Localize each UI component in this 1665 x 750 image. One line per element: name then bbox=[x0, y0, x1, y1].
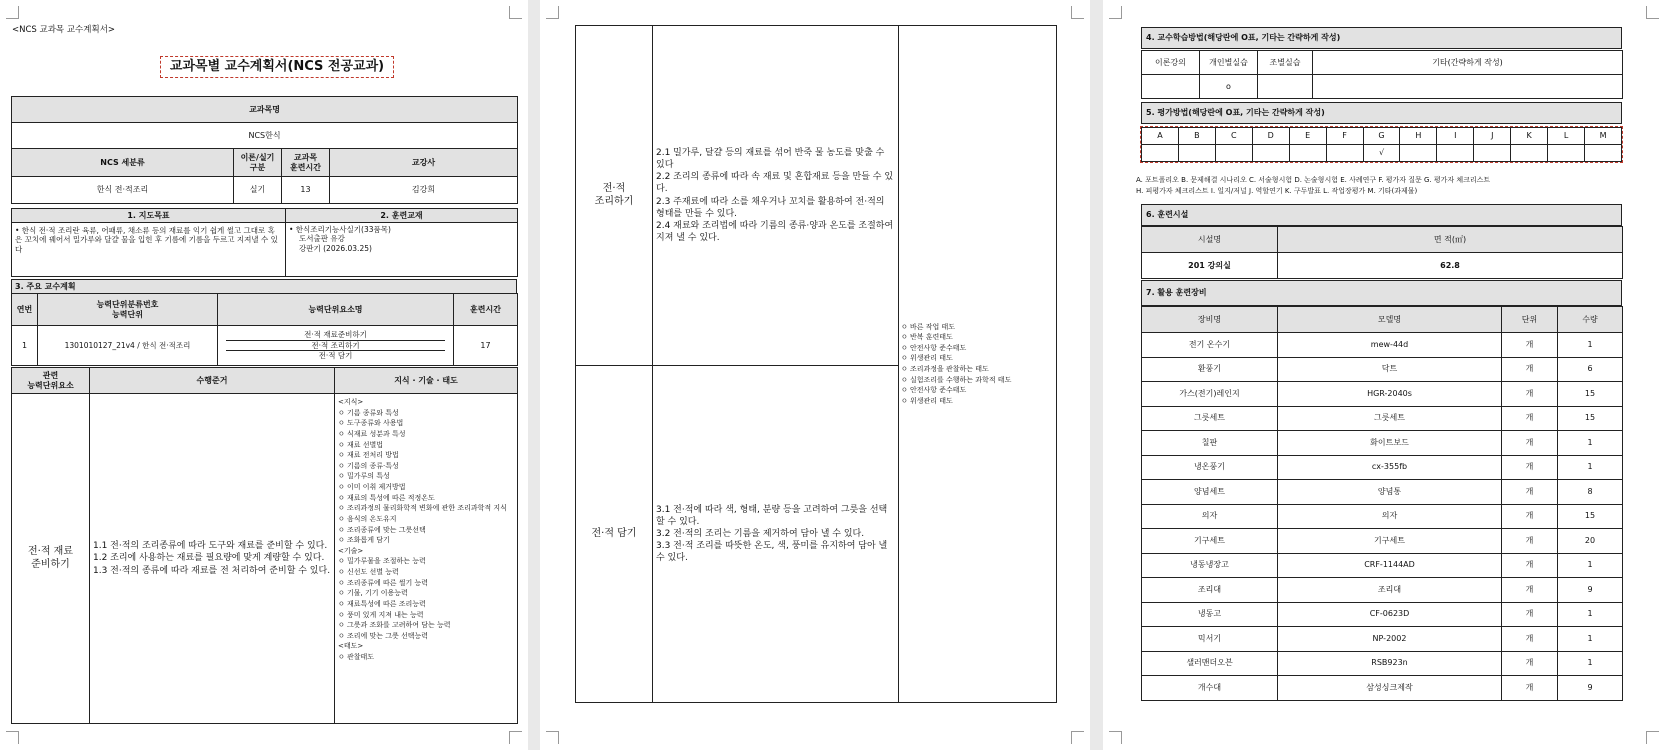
equipment-qty: 1 bbox=[1558, 431, 1623, 456]
eval-value bbox=[1437, 145, 1474, 162]
equipment-unit: 개 bbox=[1502, 406, 1558, 431]
evaluation-legend bbox=[1136, 175, 1631, 197]
equipment-qty: 1 bbox=[1558, 553, 1623, 578]
plan-unit-header: 능력단위분류번호 능력단위 bbox=[38, 294, 218, 326]
theory-practice-label: 이론/실기 구분 bbox=[234, 149, 282, 177]
equipment-name: 냉온풍기 bbox=[1142, 455, 1278, 480]
equipment-unit: 개 bbox=[1502, 333, 1558, 358]
ksa-line: ㅇ 조리에 맞는 그릇 선택능력 bbox=[338, 631, 429, 640]
attitude-line: ㅇ 안전사항 준수태도 bbox=[901, 343, 967, 352]
section-goal-title: 1. 지도목표 bbox=[12, 209, 286, 223]
equipment-row bbox=[1142, 529, 1623, 554]
equipment-name: 가스(전기)레인지 bbox=[1142, 382, 1278, 407]
teaching-method-table bbox=[1141, 50, 1623, 99]
ksa-line: ㅇ 풍미 있게 지져 내는 능력 bbox=[338, 610, 424, 619]
crop-mark bbox=[1646, 731, 1659, 744]
equipment-unit: 개 bbox=[1502, 480, 1558, 505]
equipment-model: mew-44d bbox=[1278, 333, 1502, 358]
equipment-unit: 개 bbox=[1502, 455, 1558, 480]
eval-value bbox=[1548, 145, 1585, 162]
theory-practice-value: 실기 bbox=[234, 177, 282, 204]
attitude-line: ㅇ 반복 훈련태도 bbox=[901, 333, 953, 342]
crop-mark bbox=[509, 6, 522, 19]
document-page-1 bbox=[0, 0, 528, 750]
criteria-line: 2.1 밀가루, 달걀 등의 재료를 섞어 반죽 물 농도를 맞출 수 있다 bbox=[656, 147, 885, 171]
crop-mark bbox=[1109, 731, 1122, 744]
equipment-qty: 1 bbox=[1558, 455, 1623, 480]
equipment-name: 샐러맨더오븐 bbox=[1142, 651, 1278, 676]
plan-element: 전·적 재료준비하기 bbox=[226, 330, 445, 340]
equipment-row bbox=[1142, 455, 1623, 480]
document-page-3 bbox=[1103, 0, 1665, 750]
goal-text: • 한식 전·적 조리란 육류, 어패류, 채소류 등의 재료를 익기 쉽게 썰고 그대로 혹은 꼬치에 꿰어서 밀가루와 달걀 물을 입힌 후 기름에 기름을 두르고 지져낼 수 있다 bbox=[12, 223, 286, 277]
equipment-row bbox=[1142, 676, 1623, 701]
detail-table bbox=[11, 367, 518, 724]
crop-mark bbox=[1071, 731, 1084, 744]
eval-value bbox=[1400, 145, 1437, 162]
ksa-line: ㅇ 밀가루물을 조절하는 능력 bbox=[338, 557, 426, 566]
eval-header: C bbox=[1215, 128, 1252, 145]
equipment-row bbox=[1142, 651, 1623, 676]
attitude-line: ㅇ 위생관리 태도 bbox=[901, 396, 953, 405]
equipment-model: 닥트 bbox=[1278, 357, 1502, 382]
equipment-row bbox=[1142, 504, 1623, 529]
criteria-line: 2.3 주재료에 따라 소를 채우거나 꼬치를 활용하여 전·적의 형태를 만들 수 있다. bbox=[656, 196, 885, 219]
equipment-model: cx-355fb bbox=[1278, 455, 1502, 480]
equipment-model: 화이트보드 bbox=[1278, 431, 1502, 456]
detail-element-name: 전·적 재료 준비하기 bbox=[12, 394, 90, 724]
equipment-model: 삼성싱크제작 bbox=[1278, 676, 1502, 701]
ksa-line: ㅇ 밀가루의 특성 bbox=[338, 472, 390, 481]
eval-header: F bbox=[1326, 128, 1363, 145]
eval-header: I bbox=[1437, 128, 1474, 145]
ksa-line: ㅇ 재료의 특성에 따른 적정온도 bbox=[338, 493, 435, 502]
eval-header: D bbox=[1252, 128, 1289, 145]
criteria-line: 1.2 조리에 사용하는 재료를 필요량에 맞게 계량할 수 있다. bbox=[93, 553, 325, 564]
eval-header: H bbox=[1400, 128, 1437, 145]
eval-value bbox=[1142, 145, 1179, 162]
attitude-line: ㅇ 안전사항 준수태도 bbox=[901, 386, 967, 395]
equipment-name: 기구세트 bbox=[1142, 529, 1278, 554]
section-evaluation-title: 5. 평가방법(해당란에 O표, 기타는 간략하게 작성) bbox=[1141, 102, 1622, 124]
eval-value bbox=[1178, 145, 1215, 162]
equipment-header: 장비명 bbox=[1142, 307, 1278, 333]
criteria-line: 3.2 전·적의 조리는 기름을 제거하여 담아 낼 수 있다. bbox=[656, 528, 865, 539]
plan-row-unit: 1301010127_21v4 / 한식 전·적조리 bbox=[38, 326, 218, 366]
equipment-unit: 개 bbox=[1502, 382, 1558, 407]
equipment-qty: 8 bbox=[1558, 480, 1623, 505]
attitude-line: ㅇ 조리과정을 관찰하는 태도 bbox=[901, 365, 989, 373]
course-info-table bbox=[11, 96, 518, 204]
equipment-qty: 1 bbox=[1558, 602, 1623, 627]
detail-table-continued bbox=[575, 25, 1057, 703]
document-title: 교과목별 교수계획서(NCS 전공교과) bbox=[160, 56, 394, 78]
equipment-model: CF-0623D bbox=[1278, 602, 1502, 627]
equipment-qty: 20 bbox=[1558, 529, 1623, 554]
equipment-model: 양념통 bbox=[1278, 480, 1502, 505]
equipment-name: 냉동고 bbox=[1142, 602, 1278, 627]
crop-mark bbox=[6, 6, 19, 19]
equipment-unit: 개 bbox=[1502, 529, 1558, 554]
textbook-line: • 한식조리기능사실기(33품목) bbox=[289, 225, 391, 234]
instructor-value: 김강희 bbox=[330, 177, 518, 204]
section-facility-title: 6. 훈련시설 bbox=[1141, 204, 1622, 226]
equipment-model: RSB923n bbox=[1278, 651, 1502, 676]
method-header: 기타(간략하게 작성) bbox=[1313, 51, 1623, 75]
equipment-model: 그릇세트 bbox=[1278, 406, 1502, 431]
equipment-row bbox=[1142, 382, 1623, 407]
eval-value bbox=[1474, 145, 1511, 162]
ksa-line: ㅇ 재료 선별법 bbox=[338, 440, 384, 449]
training-hours-value: 13 bbox=[282, 177, 330, 204]
equipment-unit: 개 bbox=[1502, 504, 1558, 529]
criteria-line: 2.2 조리의 종류에 따라 속 재료 및 혼합재료 등을 만들 수 있다. bbox=[656, 172, 894, 195]
ksa-line: ㅇ 기물, 기기 이용능력 bbox=[338, 589, 408, 598]
crop-mark bbox=[1646, 6, 1659, 19]
equipment-qty: 1 bbox=[1558, 627, 1623, 652]
equipment-qty: 9 bbox=[1558, 676, 1623, 701]
crop-mark bbox=[546, 6, 559, 19]
ncs-sub-label: NCS 세분류 bbox=[12, 149, 234, 177]
equipment-header: 수량 bbox=[1558, 307, 1623, 333]
detail-element-header: 관련 능력단위요소 bbox=[12, 368, 90, 394]
eval-value bbox=[1289, 145, 1326, 162]
crop-mark bbox=[1071, 6, 1084, 19]
section-plan-title: 3. 주요 교수계획 bbox=[11, 279, 517, 293]
eval-value bbox=[1585, 145, 1622, 162]
eval-header: L bbox=[1548, 128, 1585, 145]
ksa-line: ㅇ 조리과정의 물리화학적 변화에 관한 조리과학적 지식 bbox=[338, 504, 507, 513]
attitude-line: ㅇ 바른 작업 태도 bbox=[901, 322, 956, 331]
ksa-line: ㅇ 도구종류와 사용법 bbox=[338, 419, 404, 428]
plan-element: 전·적 조리하기 bbox=[226, 341, 445, 351]
equipment-name: 조리대 bbox=[1142, 578, 1278, 603]
equipment-unit: 개 bbox=[1502, 627, 1558, 652]
ksa-line: ㅇ 관찰태도 bbox=[338, 653, 375, 661]
equipment-unit: 개 bbox=[1502, 553, 1558, 578]
equipment-row bbox=[1142, 357, 1623, 382]
training-hours-label: 교과목 훈련시간 bbox=[282, 149, 330, 177]
ksa-line: <기술> bbox=[338, 546, 364, 555]
criteria-line: 3.3 전·적 조리를 따뜻한 온도, 색, 풍미를 유지하여 담아 낼 수 있다. bbox=[656, 541, 888, 564]
method-header: 조별실습 bbox=[1258, 51, 1313, 75]
textbook-line: 도서출판 유강 bbox=[299, 234, 345, 244]
facility-area: 62.8 bbox=[1278, 253, 1623, 279]
ksa-line: ㅇ 식재료 성분과 특성 bbox=[338, 429, 406, 438]
equipment-row bbox=[1142, 578, 1623, 603]
equipment-unit: 개 bbox=[1502, 578, 1558, 603]
equipment-model: 조리대 bbox=[1278, 578, 1502, 603]
method-value bbox=[1142, 75, 1200, 99]
equipment-qty: 1 bbox=[1558, 333, 1623, 358]
legend-line: H. 피평가자 체크리스트 I. 일지/저널 J. 역할연기 K. 구두발표 L. 작업장평가 M. 기타(과제물) bbox=[1136, 186, 1418, 195]
equipment-unit: 개 bbox=[1502, 357, 1558, 382]
detail-ksa-header: 지식 · 기술 · 태도 bbox=[335, 368, 518, 394]
textbook-cell bbox=[286, 223, 518, 277]
criteria-line: 2.4 재료와 조리법에 따라 기름의 종류·양과 온도를 조절하여 지져 낼 수 있다. bbox=[656, 220, 894, 243]
equipment-row bbox=[1142, 602, 1623, 627]
plan-no-header: 연번 bbox=[12, 294, 38, 326]
ksa-line: ㅇ 조화롭게 담기 bbox=[338, 536, 390, 545]
equipment-name: 환풍기 bbox=[1142, 357, 1278, 382]
equipment-header: 모델명 bbox=[1278, 307, 1502, 333]
ksa-line: <지식> bbox=[338, 398, 364, 406]
course-name-label: 교과목명 bbox=[12, 97, 518, 123]
equipment-model: 기구세트 bbox=[1278, 529, 1502, 554]
criteria-line: 1.3 전·적의 종류에 따라 재료를 전 처리하여 준비할 수 있다. bbox=[93, 565, 331, 576]
facility-header: 시설명 bbox=[1142, 227, 1278, 253]
crop-mark bbox=[6, 731, 19, 744]
detail-criteria-header: 수행준거 bbox=[90, 368, 335, 394]
ksa-line: ㅇ 재료특성에 따른 조리능력 bbox=[338, 599, 426, 608]
attitude-list bbox=[899, 26, 1057, 703]
evaluation-table bbox=[1141, 127, 1622, 162]
plan-row-no: 1 bbox=[12, 326, 38, 366]
detail-ksa bbox=[335, 394, 518, 724]
cooking-criteria bbox=[653, 26, 899, 366]
ksa-line: ㅇ 음식의 온도유지 bbox=[338, 514, 397, 523]
section-textbook-title: 2. 훈련교재 bbox=[286, 209, 518, 223]
course-name: NCS한식 bbox=[12, 123, 518, 149]
ksa-line: <태도> bbox=[338, 642, 364, 651]
method-value bbox=[1258, 75, 1313, 99]
equipment-model: 의자 bbox=[1278, 504, 1502, 529]
ksa-line: ㅇ 기름 종류와 특성 bbox=[338, 408, 399, 417]
eval-header: G bbox=[1363, 128, 1400, 145]
equipment-qty: 15 bbox=[1558, 406, 1623, 431]
eval-header: K bbox=[1511, 128, 1548, 145]
plan-hours-header: 훈련시간 bbox=[454, 294, 518, 326]
eval-value bbox=[1252, 145, 1289, 162]
ksa-line: ㅇ 재료 전처리 방법 bbox=[338, 451, 399, 460]
legend-line: A. 포트폴리오 B. 문제해결 시나리오 C. 서술형시험 D. 논술형시험 E. 사례연구 F. 평가자 질문 G. 평가자 체크리스트 bbox=[1136, 176, 1491, 184]
section-equipment-title: 7. 활용 훈련장비 bbox=[1141, 280, 1622, 306]
eval-header: J bbox=[1474, 128, 1511, 145]
method-header: 개인별실습 bbox=[1200, 51, 1258, 75]
equipment-unit: 개 bbox=[1502, 602, 1558, 627]
criteria-line: 1.1 전·적의 조리종류에 따라 도구와 재료를 준비할 수 있다. bbox=[93, 541, 328, 552]
eval-value bbox=[1326, 145, 1363, 162]
equipment-unit: 개 bbox=[1502, 676, 1558, 701]
crop-mark bbox=[1109, 6, 1122, 19]
crop-mark bbox=[546, 731, 559, 744]
equipment-row bbox=[1142, 553, 1623, 578]
ksa-line: ㅇ 이미 이취 제거방법 bbox=[338, 483, 406, 491]
equipment-qty: 1 bbox=[1558, 651, 1623, 676]
equipment-unit: 개 bbox=[1502, 431, 1558, 456]
plan-elements-header: 능력단위요소명 bbox=[218, 294, 454, 326]
equipment-name: 개수대 bbox=[1142, 676, 1278, 701]
plan-row-hours: 17 bbox=[454, 326, 518, 366]
equipment-qty: 9 bbox=[1558, 578, 1623, 603]
ksa-line: ㅇ 조리종류에 맞는 그릇선택 bbox=[338, 525, 426, 534]
criteria-line: 3.1 전·적에 따라 색, 형태, 분량 등을 고려하여 그릇을 선택할 수 있다. bbox=[656, 504, 888, 527]
equipment-model: HGR-2040s bbox=[1278, 382, 1502, 407]
ksa-line: ㅇ 그릇과 조화를 고려하여 담는 능력 bbox=[338, 621, 451, 630]
equipment-model: CRF-1144AD bbox=[1278, 553, 1502, 578]
section-teaching-method-title: 4. 교수학습방법(해당란에 O표, 기타는 간략하게 작성) bbox=[1141, 27, 1622, 49]
eval-header: E bbox=[1289, 128, 1326, 145]
eval-header: B bbox=[1178, 128, 1215, 145]
plan-element: 전·적 담기 bbox=[318, 351, 353, 361]
eval-value bbox=[1511, 145, 1548, 162]
equipment-header: 단위 bbox=[1502, 307, 1558, 333]
equipment-row bbox=[1142, 406, 1623, 431]
detail-element-plating: 전·적 담기 bbox=[576, 366, 653, 703]
eval-header: M bbox=[1585, 128, 1622, 145]
ksa-line: ㅇ 신선도 선별 능력 bbox=[338, 568, 399, 576]
facility-header: 면 적(㎡) bbox=[1278, 227, 1623, 253]
facility-name: 201 강의실 bbox=[1142, 253, 1278, 279]
equipment-name: 전기 온수기 bbox=[1142, 333, 1278, 358]
equipment-row bbox=[1142, 333, 1623, 358]
textbook-line: 강판기 (2026.03.25) bbox=[299, 243, 372, 253]
goals-table bbox=[11, 208, 518, 277]
equipment-row bbox=[1142, 431, 1623, 456]
equipment-model: NP-2002 bbox=[1278, 627, 1502, 652]
header-note: <NCS 교과목 교수계획서> bbox=[12, 25, 116, 35]
plating-criteria bbox=[653, 366, 899, 703]
ksa-line: ㅇ 기름의 종류·특성 bbox=[338, 461, 399, 470]
attitude-line: ㅇ 실험조리를 수행하는 과학적 태도 bbox=[901, 375, 1012, 384]
facility-table bbox=[1141, 226, 1623, 279]
method-value: o bbox=[1200, 75, 1258, 99]
method-value bbox=[1313, 75, 1623, 99]
plan-row-elements bbox=[218, 326, 454, 366]
equipment-name: 냉동냉장고 bbox=[1142, 553, 1278, 578]
equipment-row bbox=[1142, 627, 1623, 652]
method-header: 이론강의 bbox=[1142, 51, 1200, 75]
equipment-name: 그릇세트 bbox=[1142, 406, 1278, 431]
detail-element-cooking: 전·적 조리하기 bbox=[576, 26, 653, 366]
crop-mark bbox=[509, 731, 522, 744]
equipment-row bbox=[1142, 480, 1623, 505]
equipment-name: 의자 bbox=[1142, 504, 1278, 529]
ksa-line: ㅇ 조리종류에 따른 썰기 능력 bbox=[338, 578, 429, 587]
equipment-table bbox=[1141, 306, 1623, 701]
equipment-qty: 15 bbox=[1558, 504, 1623, 529]
ncs-sub-value: 한식 전·적조리 bbox=[12, 177, 234, 204]
document-page-2 bbox=[540, 0, 1090, 750]
instructor-label: 교강사 bbox=[330, 149, 518, 177]
equipment-unit: 개 bbox=[1502, 651, 1558, 676]
equipment-name: 양념세트 bbox=[1142, 480, 1278, 505]
eval-value bbox=[1215, 145, 1252, 162]
eval-header: A bbox=[1142, 128, 1179, 145]
equipment-name: 칠판 bbox=[1142, 431, 1278, 456]
attitude-line: ㅇ 위생관리 태도 bbox=[901, 354, 953, 363]
equipment-qty: 6 bbox=[1558, 357, 1623, 382]
detail-criteria bbox=[90, 394, 335, 724]
equipment-qty: 15 bbox=[1558, 382, 1623, 407]
eval-value: √ bbox=[1363, 145, 1400, 162]
plan-table bbox=[11, 293, 518, 366]
equipment-name: 믹서기 bbox=[1142, 627, 1278, 652]
